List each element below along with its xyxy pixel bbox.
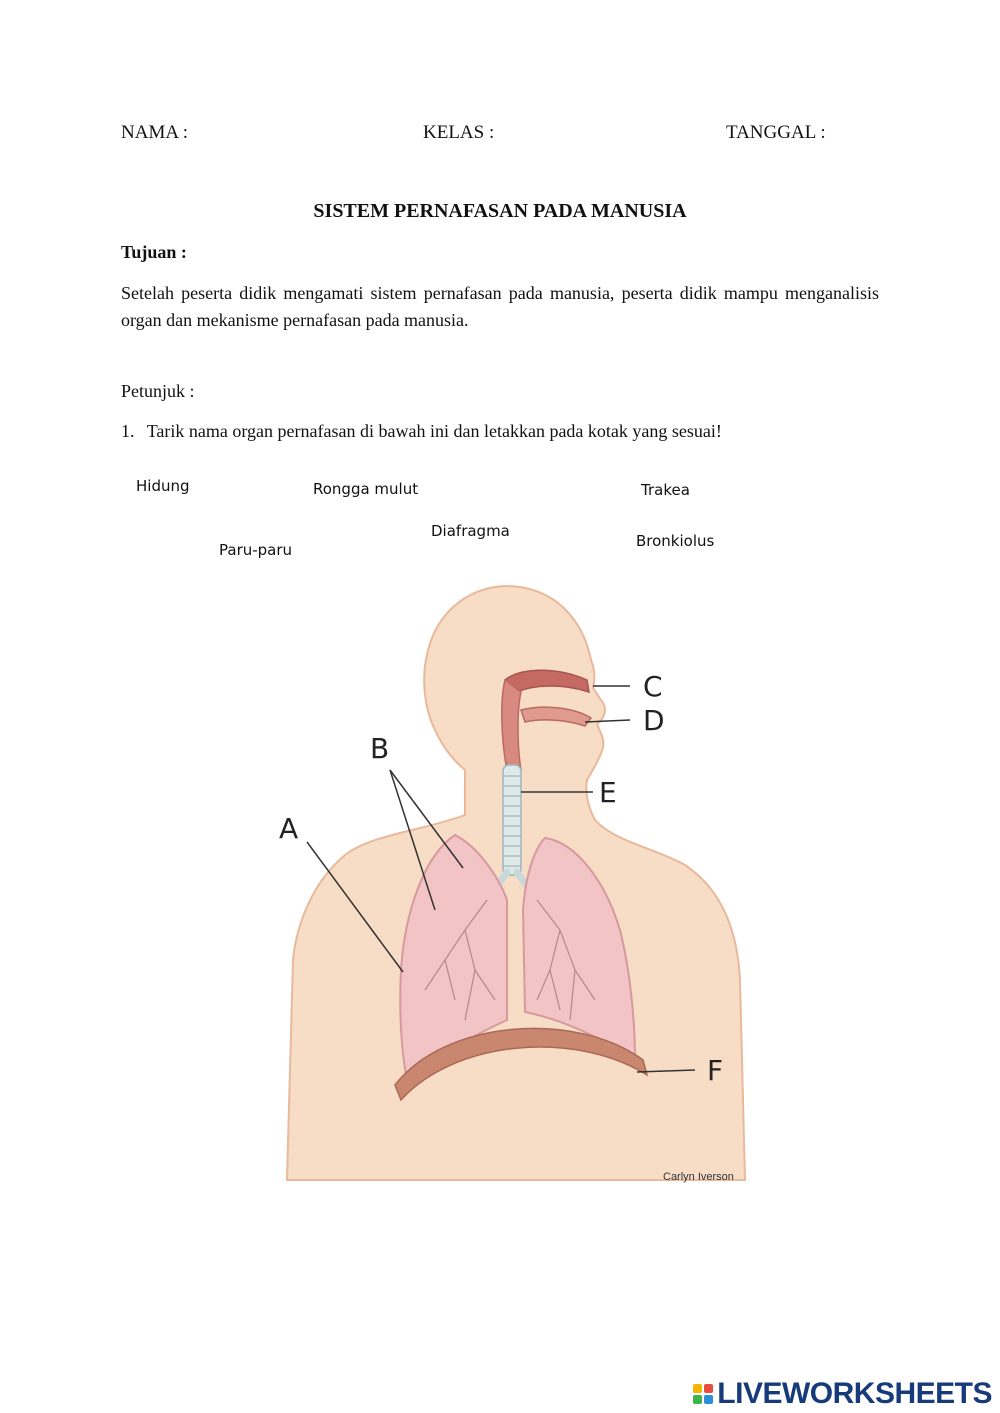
term-rongga-mulut[interactable]: Rongga mulut	[313, 480, 419, 498]
liveworksheets-logo-text: LIVEWORKSHEETS	[717, 1377, 992, 1410]
label-c: C	[643, 670, 663, 703]
kelas-label: KELAS :	[423, 122, 495, 143]
liveworksheets-logo-icon	[693, 1384, 713, 1404]
term-diafragma[interactable]: Diafragma	[431, 522, 510, 540]
tujuan-heading: Tujuan :	[121, 242, 187, 262]
image-credit: Carlyn Iverson	[663, 1171, 734, 1183]
label-a: A	[279, 812, 299, 845]
instruction-text: Tarik nama organ pernafasan di bawah ini dan letakkan pada kotak yang sesuai!	[146, 421, 722, 441]
term-paru-paru[interactable]: Paru-paru	[219, 541, 293, 559]
label-b: B	[370, 732, 390, 765]
respiratory-diagram	[275, 580, 750, 1200]
liveworksheets-logo	[693, 1377, 992, 1411]
label-e: E	[599, 776, 617, 809]
tanggal-label: TANGGAL :	[726, 122, 826, 143]
label-d: D	[643, 704, 665, 737]
nama-label: NAMA :	[121, 122, 189, 143]
pharynx	[502, 680, 521, 770]
term-bronkiolus[interactable]: Bronkiolus	[636, 532, 715, 550]
trachea	[503, 765, 521, 875]
page-title: SISTEM PERNAFASAN PADA MANUSIA	[313, 200, 687, 222]
term-hidung[interactable]: Hidung	[136, 477, 190, 495]
respiratory-illustration	[275, 580, 750, 1200]
term-trakea[interactable]: Trakea	[641, 481, 690, 499]
tujuan-text: Setelah peserta didik mengamati sistem pernafasan pada manusia, peserta didik mampu menganalisis organ dan mekanisme pernafasan pada manusia.	[121, 283, 879, 330]
instruction	[121, 421, 722, 442]
petunjuk-heading: Petunjuk :	[121, 381, 195, 401]
label-f: F	[707, 1054, 724, 1087]
instruction-number: 1.	[121, 421, 135, 441]
